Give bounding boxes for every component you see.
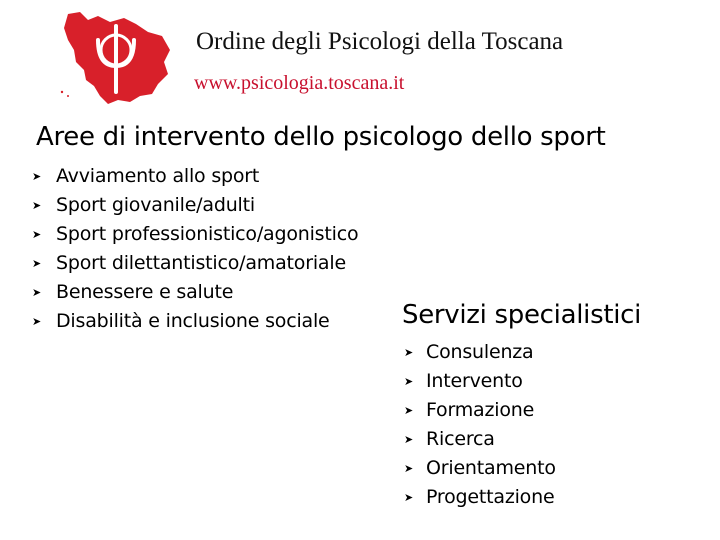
list-item (404, 338, 556, 367)
list-item-label: Formazione (426, 399, 535, 421)
arrow-bullet-icon: ➤ (404, 346, 414, 359)
list-item (404, 454, 556, 483)
arrow-bullet-icon: ➤ (32, 257, 42, 270)
services-list (404, 338, 556, 512)
page-title: Aree di intervento dello psicologo dello sport (36, 122, 606, 152)
list-item (32, 249, 358, 278)
arrow-bullet-icon: ➤ (32, 228, 42, 241)
list-item (404, 396, 556, 425)
tuscany-psi-logo-icon (58, 10, 173, 105)
list-item (404, 367, 556, 396)
list-item-label: Sport dilettantistico/amatoriale (56, 252, 346, 274)
arrow-bullet-icon: ➤ (404, 491, 414, 504)
arrow-bullet-icon: ➤ (404, 433, 414, 446)
arrow-bullet-icon: ➤ (32, 170, 42, 183)
list-item (32, 191, 358, 220)
list-item-label: Orientamento (426, 457, 556, 479)
list-item-label: Avviamento allo sport (56, 165, 260, 187)
list-item (404, 425, 556, 454)
list-item (404, 483, 556, 512)
list-item-label: Progettazione (426, 486, 555, 508)
list-item-label: Intervento (426, 370, 523, 392)
organization-name: Ordine degli Psicologi della Toscana (196, 28, 564, 55)
list-item-label: Disabilità e inclusione sociale (56, 310, 330, 332)
arrow-bullet-icon: ➤ (32, 315, 42, 328)
list-item (32, 162, 358, 191)
arrow-bullet-icon: ➤ (32, 286, 42, 299)
organization-url-link[interactable]: www.psicologia.toscana.it (194, 72, 405, 94)
list-item-label: Sport professionistico/agonistico (56, 223, 359, 245)
list-item-label: Consulenza (426, 341, 534, 363)
arrow-bullet-icon: ➤ (404, 462, 414, 475)
arrow-bullet-icon: ➤ (32, 199, 42, 212)
list-item-label: Sport giovanile/adulti (56, 194, 255, 216)
list-item (32, 278, 358, 307)
list-item-label: Benessere e salute (56, 281, 234, 303)
arrow-bullet-icon: ➤ (404, 404, 414, 417)
list-item-label: Ricerca (426, 428, 495, 450)
list-item (32, 307, 358, 336)
list-item (32, 220, 358, 249)
intervention-areas-list (32, 162, 358, 336)
services-title: Servizi specialistici (402, 300, 642, 330)
arrow-bullet-icon: ➤ (404, 375, 414, 388)
